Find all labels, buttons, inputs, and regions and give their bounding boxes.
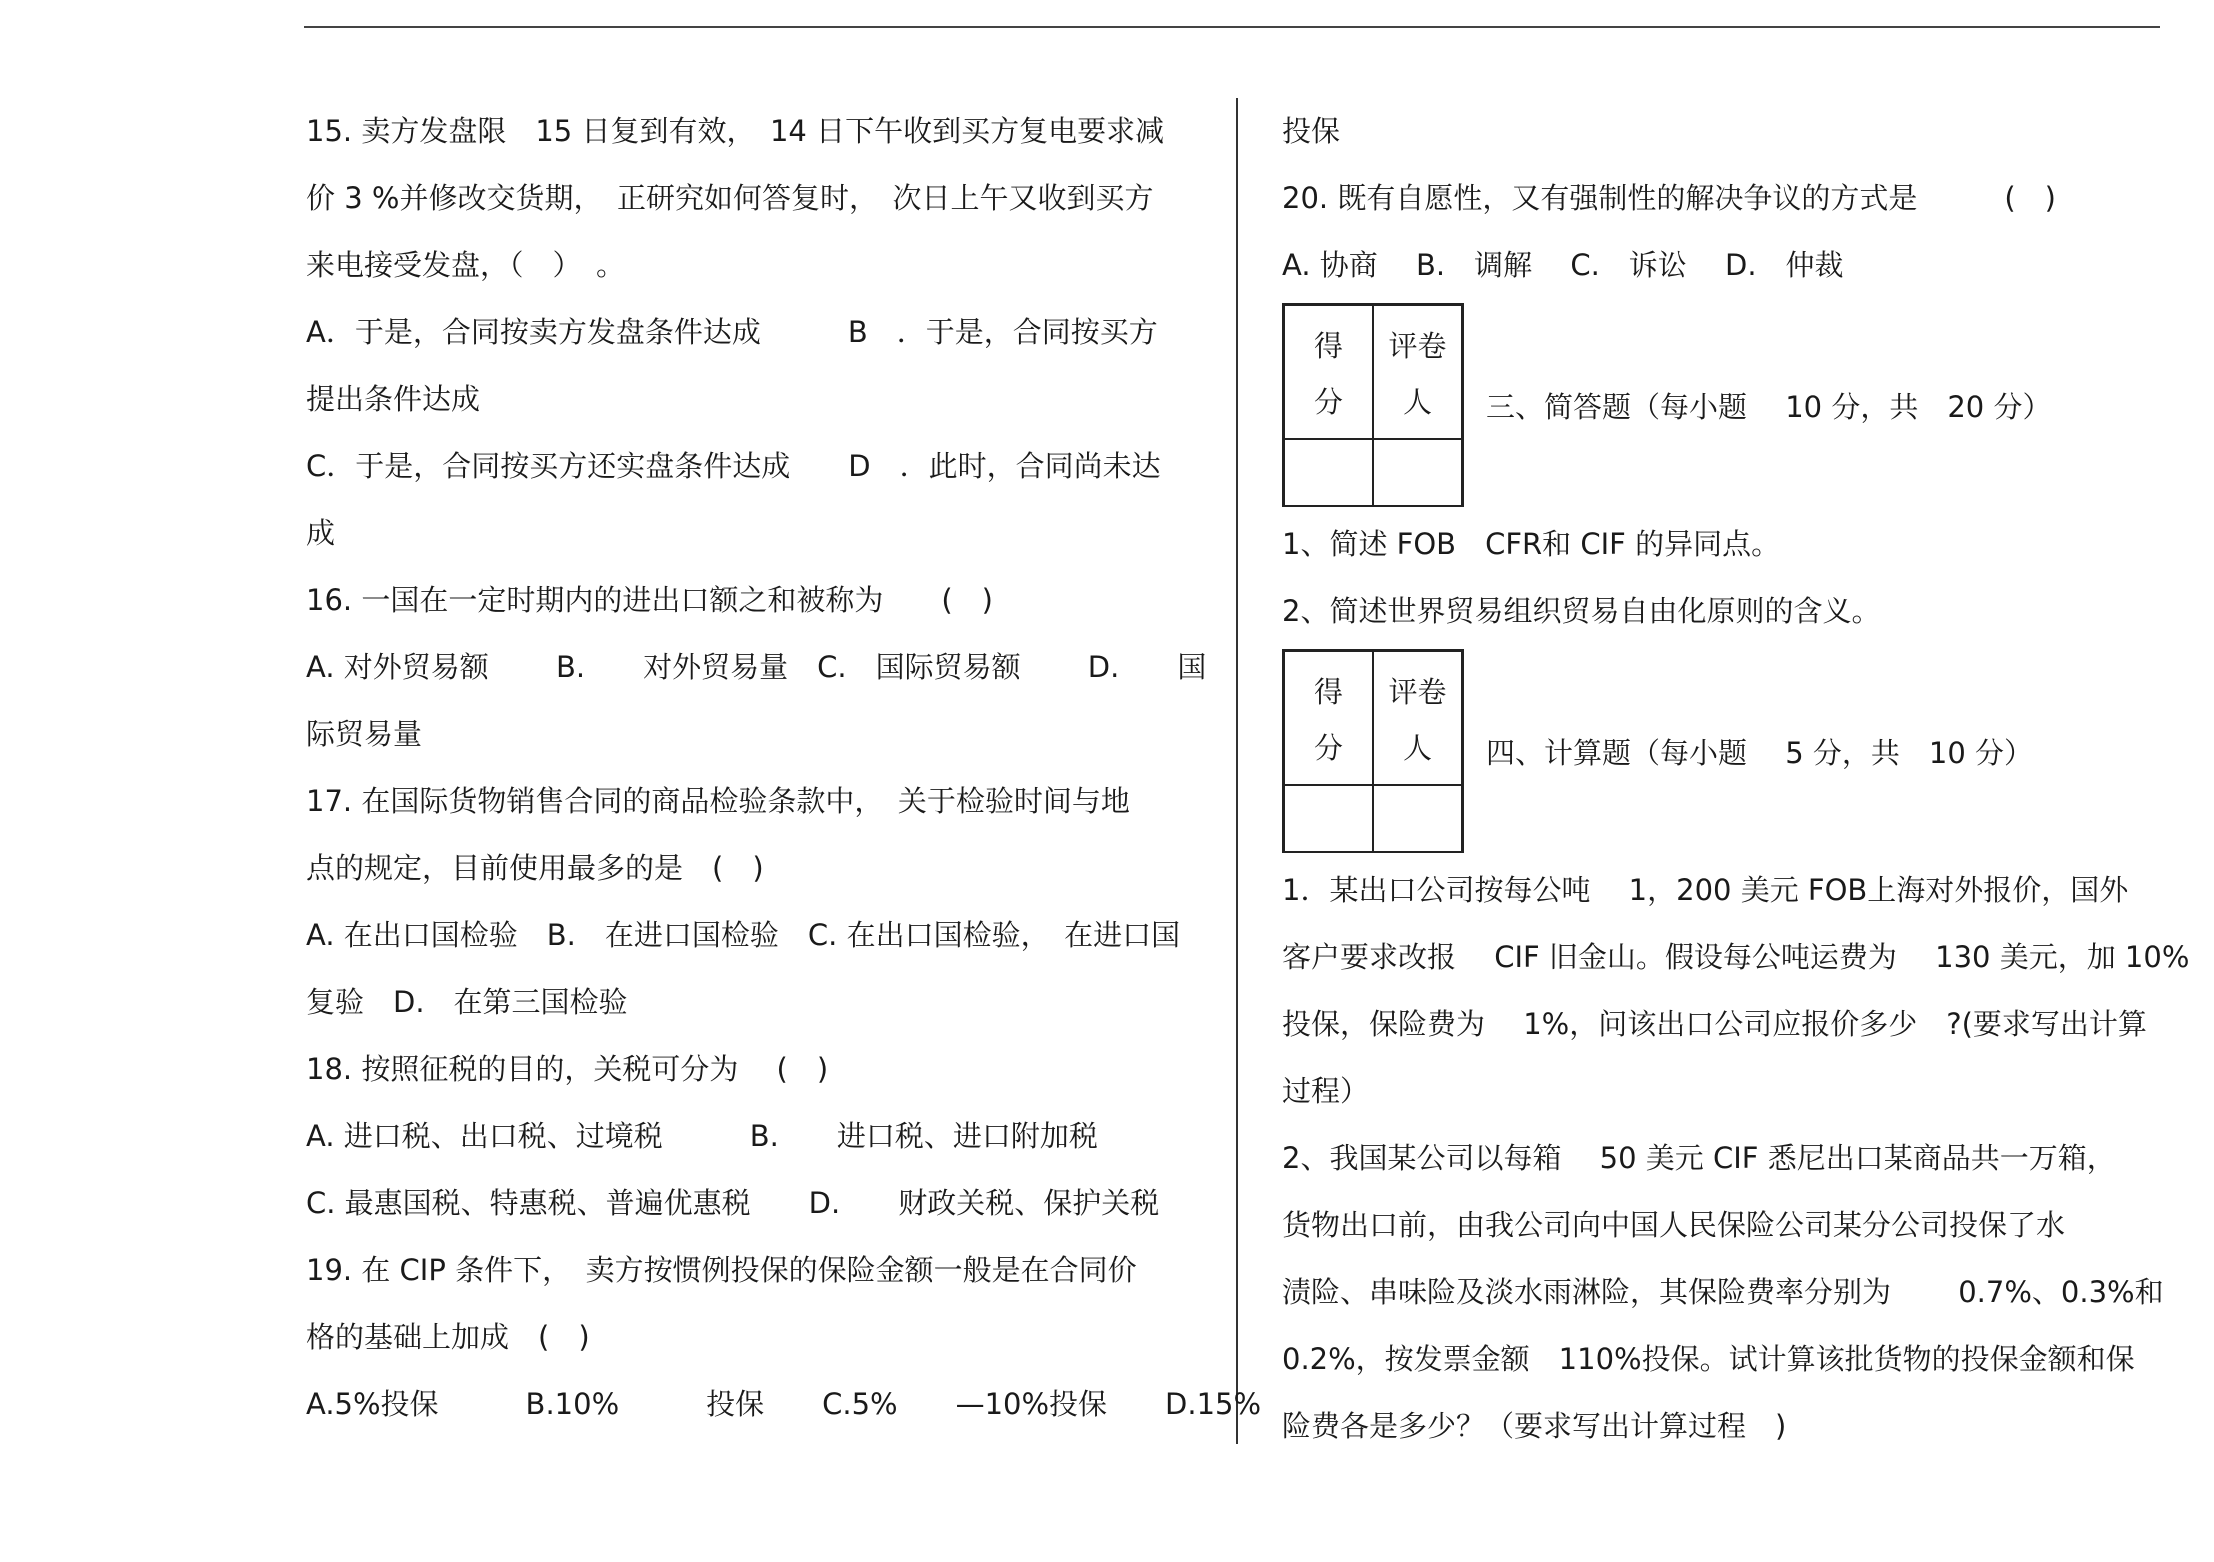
question-line: 价 3 %并修改交货期， 正研究如何答复时， 次日上午又收到买方 — [306, 181, 1154, 215]
question-line: A. 协商 B. 调解 C. 诉讼 D. 仲裁 — [1282, 248, 1844, 282]
grader-label-cell — [1373, 651, 1462, 785]
question-line: 点的规定，目前使用最多的是 ( ) — [306, 851, 764, 885]
question-line: 成 — [306, 516, 336, 550]
grader-input-cell — [1373, 785, 1462, 853]
section-heading: 四、计算题（每小题 5 分，共 10 分） — [1486, 735, 2034, 770]
question-line: A. 进口税、出口税、过境税 B. 进口税、进口附加税 — [306, 1119, 1098, 1153]
question-line: C．于是，合同按买方还实盘条件达成 D ．此时，合同尚未达 — [306, 449, 1161, 483]
question-line: 19. 在 CIP 条件下， 卖方按惯例投保的保险金额一般是在合同价 — [306, 1253, 1137, 1287]
score-input-cell — [1284, 439, 1373, 507]
grader-label: 评卷 — [1388, 328, 1447, 363]
score-box — [1282, 303, 1464, 507]
question-line: 0.2%，按发票金额 110%投保。试计算该批货物的投保金额和保 — [1282, 1342, 2135, 1376]
question-line: A. 在出口国检验 B. 在进口国检验 C. 在出口国检验， 在进口国 — [306, 918, 1181, 952]
question-line: 16. 一国在一定时期内的进出口额之和被称为 ( ) — [306, 583, 993, 617]
section-heading: 三、简答题（每小题 10 分，共 20 分） — [1486, 389, 2052, 424]
grader-label: 评卷 — [1388, 674, 1447, 709]
score-label: 分 — [1313, 384, 1343, 419]
section-3-header — [1282, 303, 2182, 507]
question-line: 2、我国某公司以每箱 50 美元 CIF 悉尼出口某商品共一万箱， — [1282, 1141, 2116, 1175]
question-line: 过程） — [1282, 1074, 1370, 1108]
question-line: 18. 按照征税的目的，关税可分为 ( ) — [306, 1052, 829, 1086]
score-input-cell — [1284, 785, 1373, 853]
question-line: 17. 在国际货物销售合同的商品检验条款中， 关于检验时间与地 — [306, 784, 1130, 818]
score-label: 分 — [1313, 730, 1343, 765]
question-line: 1．某出口公司按每公吨 1，200 美元 FOB上海对外报价，国外 — [1282, 873, 2129, 907]
question-line: A.5%投保 B.10% 投保 C.5% —10%投保 D.15% — [306, 1387, 1262, 1421]
question-line: 投保，保险费为 1%，问该出口公司应报价多少 ?(要求写出计算 — [1282, 1007, 2147, 1041]
score-label: 得 — [1313, 328, 1343, 363]
question-line: 15. 卖方发盘限 15 日复到有效， 14 日下午收到买方复电要求减 — [306, 114, 1165, 148]
grader-input-cell — [1373, 439, 1462, 507]
question-line: A. 对外贸易额 B. 对外贸易量 C. 国际贸易额 D. 国 — [306, 650, 1207, 684]
question-line: C. 最惠国税、特惠税、普遍优惠税 D. 财政关税、保护关税 — [306, 1186, 1160, 1220]
question-line: A．于是，合同按卖方发盘条件达成 B ．于是，合同按买方 — [306, 315, 1158, 349]
top-rule — [304, 26, 2160, 28]
column-divider — [1236, 98, 1238, 1444]
question-line: 复验 D. 在第三国检验 — [306, 985, 628, 1019]
grader-label: 人 — [1402, 730, 1432, 765]
grader-label-cell — [1373, 305, 1462, 439]
score-label-cell — [1284, 651, 1373, 785]
question-line: 货物出口前，由我公司向中国人民保险公司某分公司投保了水 — [1282, 1208, 2066, 1242]
score-label-cell — [1284, 305, 1373, 439]
score-label: 得 — [1313, 674, 1343, 709]
question-line: 渍险、串味险及淡水雨淋险，其保险费率分别为 0.7%、0.3%和 — [1282, 1275, 2164, 1309]
question-line: 20. 既有自愿性，又有强制性的解决争议的方式是 ( ) — [1282, 181, 2056, 215]
left-column — [306, 98, 1262, 1438]
score-box — [1282, 649, 1464, 853]
question-line: 际贸易量 — [306, 717, 423, 751]
question-line: 格的基础上加成 ( ) — [306, 1320, 590, 1354]
right-column — [1282, 98, 2190, 1460]
question-line: 提出条件达成 — [306, 382, 481, 416]
grader-label: 人 — [1402, 384, 1432, 419]
question-line: 险费各是多少？（要求写出计算过程 ) — [1282, 1409, 1787, 1443]
question-line: 投保 — [1282, 114, 1341, 148]
question-line: 客户要求改报 CIF 旧金山。假设每公吨运费为 130 美元，加 10% — [1282, 940, 2190, 974]
question-line: 2、简述世界贸易组织贸易自由化原则的含义。 — [1282, 594, 1881, 628]
question-line: 1、简述 FOB CFR和 CIF 的异同点。 — [1282, 527, 1781, 561]
section-4-header — [1282, 649, 2182, 853]
question-line: 来电接受发盘，（ ） 。 — [306, 248, 626, 282]
